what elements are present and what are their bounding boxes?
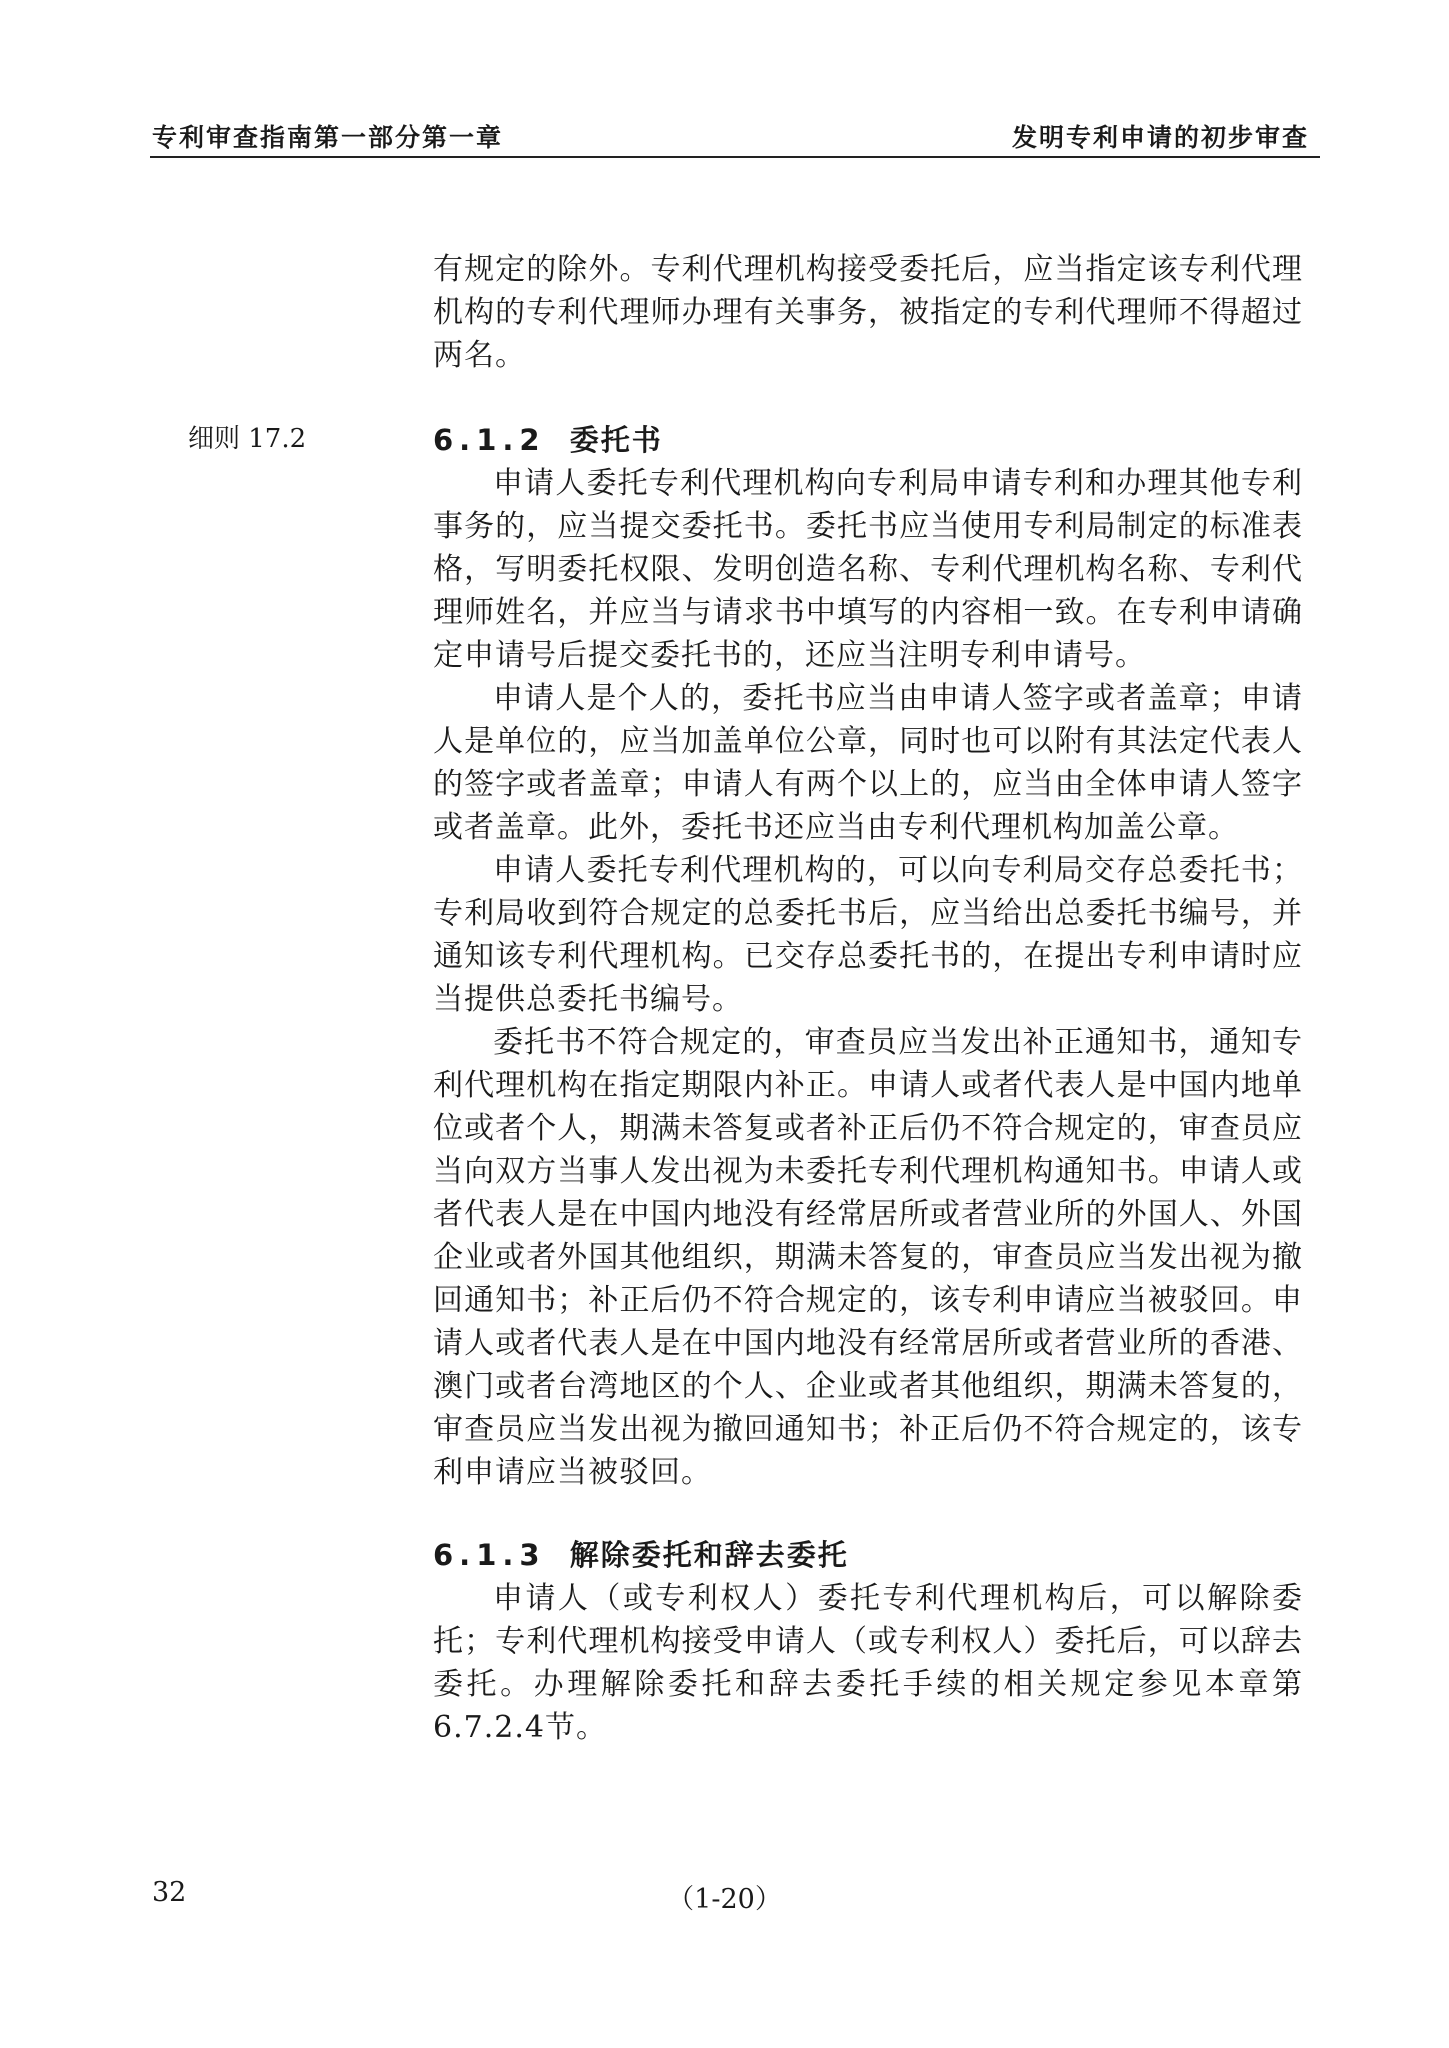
paragraph: 委托书不符合规定的，审查员应当发出补正通知书，通知专利代理机构在指定期限内补正。申请人或者代表人是中国内地单位或者个人，期满未答复或者补正后仍不符合规定的，审查员应当向双方当事人发出视为未委托专利代理机构通知书。申请人或者代表人是在中国内地没有经常居所或者营业所的外国人、外国企业或者外国其他组织，期满未答复的，审查员应当发出视为撤回通知书；补正后仍不符合规定的，该专利申请应当被驳回。申请人或者代表人是在中国内地没有经常居所或者营业所的香港、澳门或者台湾地区的个人、企业或者其他组织，期满未答复的，审查员应当发出视为撤回通知书；补正后仍不符合规定的，该专利申请应当被驳回。 — [433, 1025, 1303, 1490]
section-heading-6-1-2 — [433, 419, 1303, 462]
paragraph: 申请人委托专利代理机构的，可以向专利局交存总委托书；专利局收到符合规定的总委托书后，应当给出总委托书编号，并通知该专利代理机构。已交存总委托书的，在提出专利申请时应当提供总委托书编号。 — [433, 853, 1303, 1017]
page-number: 32 — [152, 1877, 187, 1908]
section-number: 6.1.2 — [433, 423, 546, 457]
section-page-label: （1-20） — [667, 1884, 782, 1915]
paragraph: 申请人是个人的，委托书应当由申请人签字或者盖章；申请人是单位的，应当加盖单位公章，同时也可以附有其法定代表人的签字或者盖章；申请人有两个以上的，应当由全体申请人签字或者盖章。此外，委托书还应当由专利代理机构加盖公章。 — [433, 681, 1303, 845]
section-number: 6.1.3 — [433, 1538, 546, 1572]
section-title: 解除委托和辞去委托 — [569, 1538, 849, 1572]
header-divider — [150, 156, 1320, 158]
running-header-left: 专利审查指南第一部分第一章 — [152, 123, 504, 152]
spacer — [433, 1494, 1303, 1534]
main-text-column — [433, 248, 1303, 1749]
paragraph: 申请人（或专利权人）委托专利代理机构后，可以解除委托；专利代理机构接受申请人（或专利权人）委托后，可以辞去委托。办理解除委托和辞去委托手续的相关规定参见本章第6.7.2.4节。 — [433, 1581, 1303, 1745]
section-heading-6-1-3 — [433, 1534, 1303, 1577]
running-header-right: 发明专利申请的初步审查 — [1011, 123, 1309, 152]
intro-paragraph: 有规定的除外。专利代理机构接受委托后，应当指定该专利代理机构的专利代理师办理有关事务，被指定的专利代理师不得超过两名。 — [433, 252, 1303, 373]
section-title: 委托书 — [569, 423, 663, 457]
spacer — [433, 377, 1303, 419]
paragraph: 申请人委托专利代理机构向专利局申请专利和办理其他专利事务的，应当提交委托书。委托书应当使用专利局制定的标准表格，写明委托权限、发明创造名称、专利代理机构名称、专利代理师姓名，并应当与请求书中填写的内容相一致。在专利申请确定申请号后提交委托书的，还应当注明专利申请号。 — [433, 466, 1303, 673]
margin-reference: 细则 17.2 — [188, 424, 307, 454]
